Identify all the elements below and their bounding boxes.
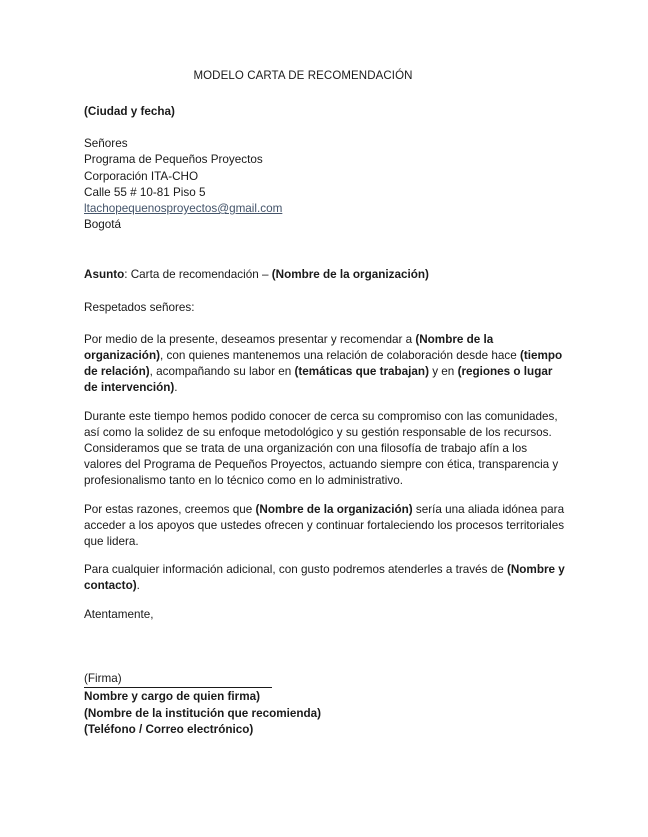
- signature-block: [84, 669, 568, 739]
- city-and-date-placeholder: (Ciudad y fecha): [84, 105, 175, 118]
- addressee-line-salutation: Señores: [84, 137, 128, 151]
- signature-line-placeholder: (Firma): [84, 671, 272, 688]
- addressee-line-program: Programa de Pequeños Proyectos: [84, 153, 263, 167]
- paragraph-1-text-4: y en: [428, 365, 458, 379]
- salutation: Respetados señores:: [84, 300, 195, 314]
- addressee-line-street: Calle 55 # 10-81 Piso 5: [84, 185, 206, 199]
- subject-line: [84, 267, 568, 283]
- signature-contact: (Teléfono / Correo electrónico): [84, 723, 254, 737]
- signature-name-and-role: Nombre y cargo de quien firma): [84, 690, 260, 704]
- addressee-line-corporation: Corporación ITA-CHO: [84, 169, 199, 183]
- closing-line: Atentamente,: [84, 607, 154, 621]
- paragraph-1-placeholder-regions: (regiones o lugar de intervención): [84, 365, 553, 395]
- paragraph-3-text-2: sería una aliada idónea para acceder a los apoyos que ustedes ofrecen y continuar fortaleciendo los procesos territoriales que lidera.: [84, 502, 565, 549]
- paragraph-3-placeholder-organization: (Nombre de la organización): [255, 502, 413, 516]
- signature-institution: (Nombre de la institución que recomienda): [84, 706, 322, 720]
- paragraph-1-text-5: .: [174, 381, 178, 395]
- addressee-line-city: Bogotá: [84, 218, 122, 232]
- paragraph-4-placeholder-contact: (Nombre y contacto): [84, 563, 565, 593]
- body-paragraph-3: [84, 502, 568, 551]
- paragraph-3-text-1: Por estas razones, creemos que: [84, 502, 256, 516]
- paragraph-1-text-2: , con quienes mantenemos una relación de colaboración desde hace: [159, 349, 520, 363]
- subject-label: Asunto: [84, 268, 125, 282]
- subject-organization-placeholder: (Nombre de la organización): [271, 268, 429, 282]
- paragraph-1-placeholder-organization: (Nombre de la organización): [84, 332, 494, 363]
- paragraph-1-text-1: Por medio de la presente, deseamos presentar y recomendar a: [84, 332, 416, 346]
- paragraph-4-text-2: .: [136, 579, 140, 593]
- addressee-block: [84, 136, 568, 233]
- paragraph-4-text-1: Para cualquier información adicional, con gusto podremos atenderles a través de: [84, 563, 507, 577]
- addressee-email-line: [84, 201, 568, 217]
- body-paragraph-1: [84, 332, 568, 397]
- body-paragraph-2: Durante este tiempo hemos podido conocer de cerca su compromiso con las comunidades, así como la solidez de su enfoque metodológico y su gestión responsable de los recursos. Consideramos que se trata de una organización con una filosofía de trabajo afín a los valores del Programa de Pequeños Proyectos, actuando siempre con ética, transparencia y profesionalismo tanto en lo técnico como en lo administrativo.: [84, 409, 559, 488]
- paragraph-1-placeholder-topics: (temáticas que trabajan): [294, 365, 429, 379]
- email-link[interactable]: ltachopequenosproyectos@gmail.com: [84, 202, 283, 216]
- page-title: MODELO CARTA DE RECOMENDACIÓN: [193, 70, 413, 82]
- subject-separator: : Carta de recomendación –: [124, 268, 272, 282]
- body-paragraph-4: [84, 562, 568, 594]
- paragraph-1-text-3: , acompañando su labor en: [149, 365, 295, 379]
- signature-spacer: [84, 635, 568, 669]
- paragraph-1-placeholder-duration: (tiempo de relación): [84, 349, 563, 379]
